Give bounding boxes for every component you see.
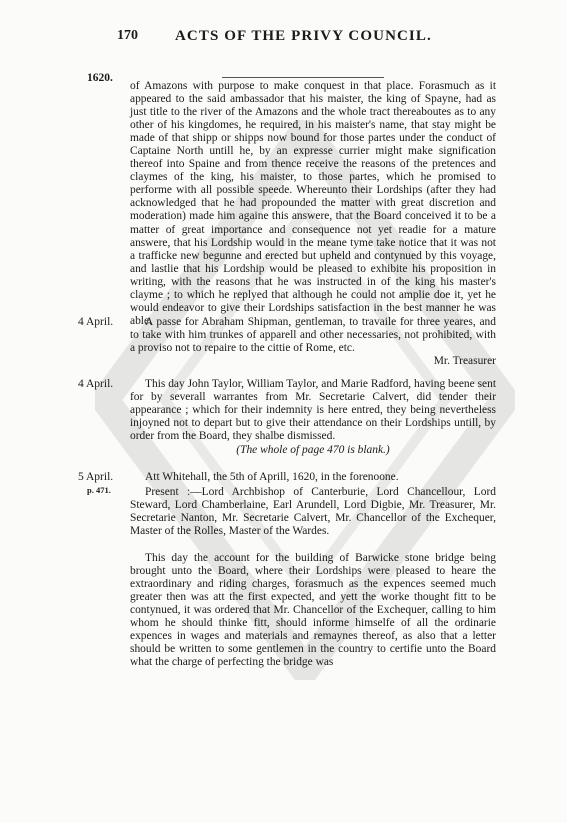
margin-date-entry-2: 4 April. <box>78 378 114 390</box>
entry-3-heading: Att Whitehall, the 5th of Aprill, 1620, in the forenoone. <box>145 471 399 483</box>
margin-date-entry-3-date: 5 April. <box>78 471 114 483</box>
margin-page-reference: p. 471. <box>87 485 111 495</box>
entry-1-signoff: Mr. Treasurer <box>433 355 496 367</box>
entry-1-text: A passe for Abraham Shipman, gentleman, to travaile for three yeares, and to take with him trunkes of apparell and other necessaries, not prohibited, with a proviso not to repaire to the cittie of Rome, etc. <box>130 316 496 355</box>
entry-1-paragraph <box>130 316 496 355</box>
running-title: ACTS OF THE PRIVY COUNCIL. <box>175 28 432 44</box>
entry-3-body-paragraph: This day the account for the building of Barwicke stone bridge being brought unto the Board, where their Lordships were pleased to heare the extraordinary and riding charges, forasmuch as the expences seemed much greater then was att the first expected, and yett the worke thought fitt to be contynued, it was ordered that Mr. Chancellor of the Exchequer, calling to him whom he should thinke fitt, should informe himselfe of all the ordinarie expences in wages and materials and remaynes thereof, as also that a letter should be written to some gentlemen in the country to certifie unto the Board what the charge of perfecting the bridge was <box>130 552 496 669</box>
entry-3-present-list: Present :—Lord Archbishop of Canterburie, Lord Chancellour, Lord Steward, Lord Chamberlaine, Earl Arundell, Lord Digbie, Mr. Treasurer, Mr. Secretarie Nanton, Mr. Secretarie Calvert, Mr. Chancellor of the Exchequer, Master of the Rolles, Master of the Wardes. <box>130 486 496 538</box>
page-number: 170 <box>117 28 138 43</box>
margin-year: 1620. <box>87 72 113 84</box>
margin-date-entry-1: 4 April. <box>78 316 114 328</box>
entry-2-paragraph: This day John Taylor, William Taylor, and Marie Radford, having beene sent for by severall warrantes from Mr. Secretarie Calvert, did tender their appearance ; which for their indemnity is here entred, they being nevertheless injoyned not to depart but to give their attendance on their Lordships untill, by order from the Board, they shalbe dismissed. <box>130 378 496 443</box>
page-header <box>117 28 497 48</box>
continuation-paragraph: of Amazons with purpose to make conquest in that place. Forasmuch as it appeared to the said ambassador that his maister, the king of Spayne, had as just title to the river of the Amazons and the whole tract thereaboutes as to any other of his kingdomes, he required, in his maister's name, that stay might be made of that shipp or shipps now bound for those partes under the conduct of Captaine North untill he, by an expresse currier might make signification thereof into Spaine and from thence receive the reasons of the pretences and claymes of the king, his maister, to those partes, which he promised to performe with all possible speede. Whereunto their Lordships (after they had acknowledged that he had propounded the matter with great discretion and moderation) made him againe this answere, that the Board conceived it to be a matter of great importance and consequence not yet readie for a mature answere, that his Lordship would in the meane tyme take notice that it was not a trafficke new begunne and erected but upheld and contynued by this voyage, and lastlie that his Lordship would be pleased to exhibite his proposition in writing, with the reasons that he was instructed in of the king his master's clayme ; to which he replyed that although he could not amplie doe it, yet he would endeavor to give their Lordships satisfaction in the best manner he was able. <box>130 80 496 327</box>
header-rule <box>222 77 384 78</box>
margin-date-entry-3 <box>78 471 113 497</box>
blank-page-note: (The whole of page 470 is blank.) <box>236 444 390 456</box>
